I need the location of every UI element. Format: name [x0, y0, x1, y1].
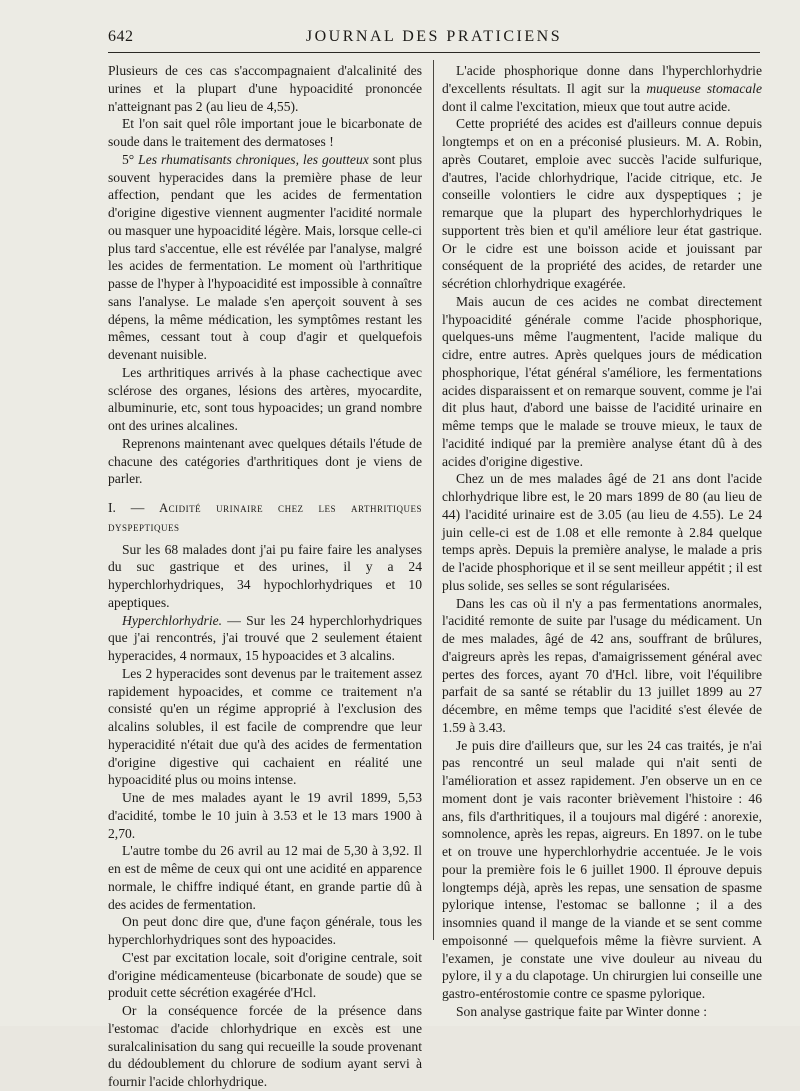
paragraph: Une de mes malades ayant le 19 avril 1899, 5,53 d'acidité, tombe le 10 juin à 3.53 et le 13 mars 1900 à 2,70.: [108, 790, 422, 841]
page-header: [108, 28, 760, 50]
paragraph: C'est par excitation locale, soit d'origine centrale, soit d'origine médicamenteuse (bicarbonate de soude) que se produit cette sécrétion exagérée d'Hcl.: [108, 949, 422, 1001]
emphasis: Les rhumatisants chroniques, les goutteux: [138, 151, 369, 167]
paragraph: Plusieurs de ces cas s'accompagnaient d'alcalinité des urines et la plupart d'une hypoacidité prononcée n'atteignant pas 2 (au lieu de 4,55).: [108, 63, 422, 114]
paragraph: On peut donc dire que, d'une façon générale, tous les hyperchlorhydriques sont des hypoacides.: [108, 914, 422, 947]
paragraph: Reprenons maintenant avec quelques détails l'étude de chacune des catégories d'arthritiques dont je viens de parler.: [108, 435, 422, 487]
paragraph: Et l'on sait quel rôle important joue le bicarbonate de soude dans le traitement des dermatoses !: [108, 116, 422, 149]
running-title: JOURNAL DES PRATICIENS: [305, 28, 563, 45]
paragraph: Dans les cas où il n'y a pas fermentations anormales, l'acidité remonte de suite par l'usage du médicament. Un de mes malades, âgé de 42 ans, souffrant de brûlures, d'aigreurs après les repas, d'amaigrissement général avec pertes des forces, ayant 70 d'Hcl. libre, voit l'équilibre parfait de sa santé se rétablir du 13 juillet 1899 au 27 décembre, en même temps que l'acidité s'est élevée de 1.59 à 3.43.: [442, 595, 762, 735]
paragraph: Cette propriété des acides est d'ailleurs connue depuis longtemps et on en a préconisé plusieurs. M. A. Robin, après Coutaret, emploie avec succès l'acide sulfurique, d'autres, l'acide chlorhydrique, l'acide citrique, etc. Je conseille volontiers le cidre aux dyspeptiques ; je remarque que la plupart des hyperchlorhydriques le supportent très bien et qu'il améliore leur état gastrique. Or le cidre est une boisson acide et jouissant par conséquent de la propriété des acides, de retarder une sécrétion chlorhydrique exagérée.: [442, 116, 762, 291]
page-number: 642: [108, 28, 134, 45]
paragraph-text: dont il calme l'excitation, mieux que tout autre acide.: [442, 98, 731, 114]
left-column: [108, 62, 422, 1091]
section-title: Acidité urinaire chez les arthritiques dyspeptiques: [108, 501, 422, 534]
paragraph: [108, 151, 422, 364]
paragraph-text: sont plus souvent hyperacides dans la première phase de leur affection, pendant que les acides de fermentation d'origine digestive viennent augmenter l'acidité normale ou masquer une hypoacidité légère. Mais, lorsque celle-ci plus tard s'accentue, elle est révélée par l'analyse, malgré les acides de fermentation. Le moment où l'arthritique passe de l'hyper à l'hypoacidité est impossible à connaître sans l'analyse. Le malade s'en aperçoit souvent à ses dépens, la même médication, les symptômes restant les mêmes, cessant tout à coup d'agir et quelquefois devenant nuisible.: [108, 151, 422, 362]
right-column: [442, 62, 762, 1021]
paragraph: Les arthritiques arrivés à la phase cachectique avec sclérose des organes, lésions des artères, myocardite, albuminurie, etc, sont tous hypoacides; un grand nombre ont des urines alcalines.: [108, 364, 422, 433]
emphasis: Hyperchlorhydrie.: [122, 612, 223, 628]
paragraph: Je puis dire d'ailleurs que, sur les 24 cas traités, je n'ai pas rencontré un seul malade qui n'ait senti de l'amélioration et assez rapidement. J'en observe un en ce moment dont je vais raconter brièvement l'histoire : 46 ans, fils d'arthritiques, il a toujours mal digéré : anorexie, somnolence, après les repas, aigreurs. En 1897. on le tube et on trouve une hyperchlorhydrie accentuée. Je le vois pour la première fois le 6 juillet 1900. Il éprouve depuis longtemps déjà, après les repas, une sensation de spasme pylorique intense, l'estomac se ballonne ; il a des insomnies quand il mange de la viande et se sent comme empoisonné — quelquefois même la fièvre survient. A l'examen, je constate une vive douleur au niveau du pylore, il y a du clapotage. Un chirurgien lui conseille une gastro-entérostomie contre ce spasme pylorique.: [442, 737, 762, 1001]
paragraph: L'autre tombe du 26 avril au 12 mai de 5,30 à 3,92. Il en est de même de ceux qui ont une acidité en apparence normale, le chiffre indiqué étant, en grande partie dû à des acides de fermentation.: [108, 843, 422, 912]
header-rule: [108, 52, 760, 53]
paragraph-text: — Sur les 24 hyperchlorhydriques que j'ai rencontrés, j'ai trouvé que 2 seulement étaient hyperacides, 4 normaux, 15 hypoacides et 3 alcalins.: [108, 612, 422, 663]
section-heading: [108, 499, 422, 537]
section-number: I. —: [108, 500, 160, 515]
paragraph: [442, 62, 762, 115]
list-number: 5°: [122, 151, 139, 167]
paragraph: Or la conséquence forcée de la présence dans l'estomac d'acide chlorhydrique en excès est une suralcalinisation du sang qui recueille la soude provenant du dédoublement du chlorure de sodium ayant servi à fournir l'acide chlorhydrique.: [108, 1003, 422, 1089]
paragraph: Mais aucun de ces acides ne combat directement l'hypoacidité générale comme l'acide phosphorique, quelques-uns même l'augmentent, l'acide malique du cidre, entre autres. Après quelques jours de médication phosphorique, l'état général s'améliore, les fermentations acides disparaissent et on remarque souvent, comme je l'ai dit plus haut, d'abord une baisse de l'acidité urinaire en même temps que le malade se trouve mieux, le taux de l'acidité indiqué par la première analyse étant dû à des acides d'origine digestive.: [442, 293, 762, 469]
paragraph: [108, 612, 422, 665]
paragraph-text: L'acide phosphorique donne dans l'hyperchlorhydrie d'excellents résultats. Il agit sur la: [442, 63, 762, 96]
paragraph: Chez un de mes malades âgé de 21 ans dont l'acide chlorhydrique libre est, le 20 mars 1899 de 80 (au lieu de 44) l'acidité urinaire est de 3.05 (au lieu de 4.55). Le 24 juin celle-ci est de 1.08 et elle remonte à 2.84 quelque temps après. Depuis la première analyse, le malade a pris de l'acide phosphorique et il se sent meilleur appétit ; il est plus solide, ses selles se sont régularisées.: [442, 471, 762, 593]
paragraph: Son analyse gastrique faite par Winter donne :: [456, 1003, 707, 1019]
paragraph: Les 2 hyperacides sont devenus par le traitement assez rapidement hypoacides, et comme ce traitement n'a consisté qu'en un régime approprié à l'exclusion des alcalins solubles, il est facile de comprendre que leur hyperacidité n'était due qu'à des acides de fermentation d'origine digestive qui cachaient en réalité une hypoacidité plus ou moins intense.: [108, 665, 422, 788]
emphasis: muqueuse stomacale: [646, 80, 762, 96]
paragraph: Sur les 68 malades dont j'ai pu faire faire les analyses du suc gastrique et des urines, il y a 24 hyperchlorhydriques, 34 hypochlorhydriques et 10 apeptiques.: [108, 541, 422, 610]
column-divider: [433, 60, 434, 940]
